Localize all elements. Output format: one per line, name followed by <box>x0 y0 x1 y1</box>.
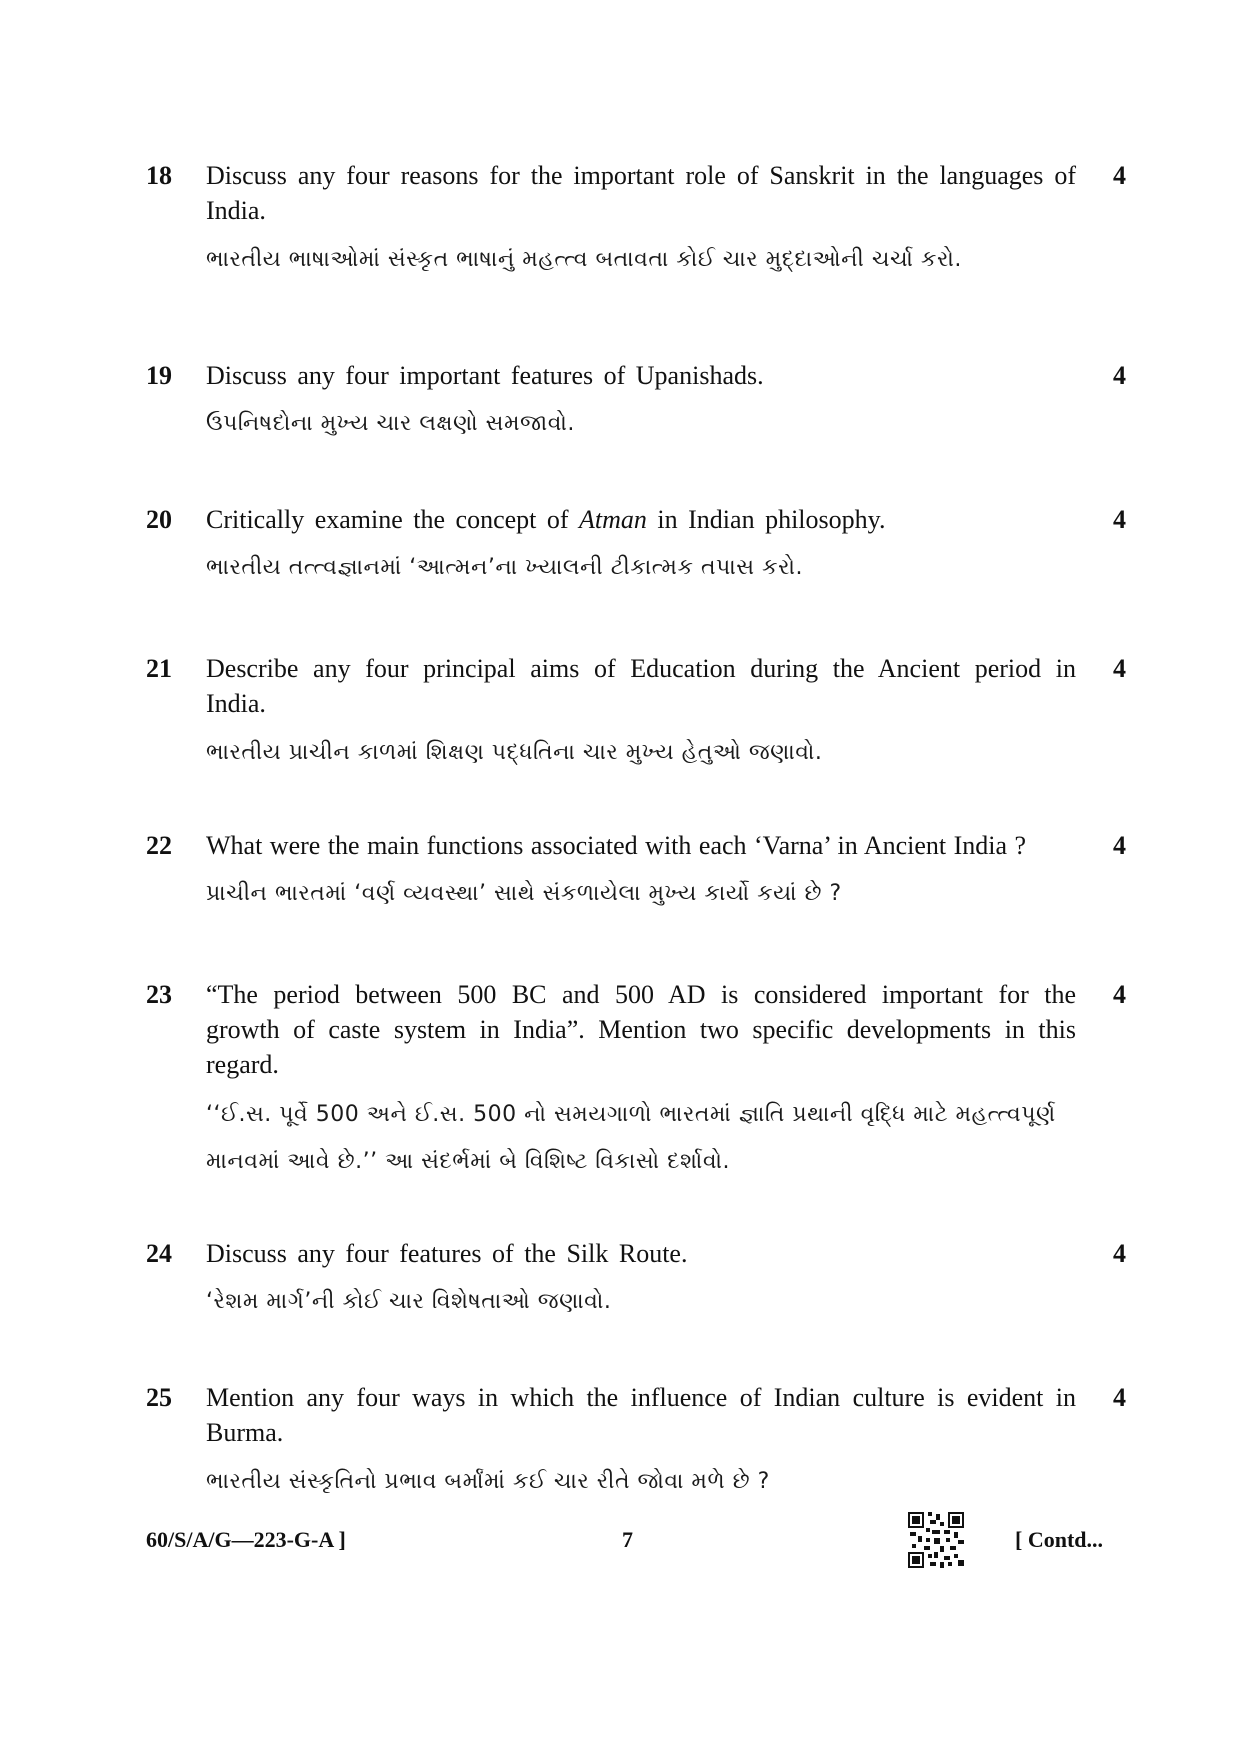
question-marks: 4 <box>1113 505 1126 534</box>
question-text-end: in Indian philosophy. <box>646 505 886 534</box>
question-text: Discuss any four important features of Upanishads. <box>206 361 764 390</box>
question-translation: ભારતીય તત્ત્વજ્ઞાનમાં ‘આત્મન’ના ખ્યાલની ટીકાત્મક તપાસ કરો. <box>206 555 803 580</box>
question-marks: 4 <box>1113 161 1126 190</box>
question-number: 25 <box>146 1383 172 1412</box>
question-translation: ભારતીય સંસ્કૃતિનો પ્રભાવ બર્માંમાં કઈ ચાર રીતે જોવા મળે છે ? <box>206 1469 770 1494</box>
continued-label: [ Contd... <box>1015 1527 1104 1552</box>
question-marks: 4 <box>1113 1239 1126 1268</box>
question-text: What were the main functions associated with each ‘Varna’ in Ancient India ? <box>206 831 1027 860</box>
question-number: 23 <box>146 980 172 1009</box>
question-text: Describe any four principal aims of Education during the Ancient period in India. <box>206 654 1076 718</box>
paper-code: 60/S/A/G—223-G-A ] <box>146 1527 346 1552</box>
question-translation: ભારતીય ભાષાઓમાં સંસ્કૃત ભાષાનું મહત્ત્વ બતાવતા કોઈ ચાર મુદ્દાઓની ચર્ચા કરો. <box>206 247 962 272</box>
question-text-italic: Atman <box>579 505 647 534</box>
question-translation: ‘‘ઈ.સ. પૂર્વે 500 અને ઈ.સ. 500 નો સમયગાળો ભારતમાં જ્ઞાતિ પ્રથાની વૃદ્ધિ માટે મહત્ત્વપૂર્ણ માનવમાં આવે છે.’’ આ સંદર્ભમાં બે વિશિષ્ટ વિકાસો દર્શાવો. <box>206 1102 1056 1174</box>
page-number: 7 <box>622 1527 633 1552</box>
qr-code-icon <box>908 1512 964 1568</box>
question-marks: 4 <box>1113 980 1126 1009</box>
question-text: Discuss any four reasons for the important role of Sanskrit in the languages of India. <box>206 161 1076 225</box>
question-number: 19 <box>146 361 172 390</box>
question-marks: 4 <box>1113 831 1126 860</box>
question-number: 24 <box>146 1239 172 1268</box>
question-number: 22 <box>146 831 172 860</box>
question-translation: ઉપનિષદોના મુખ્ય ચાર લક્ષણો સમજાવો. <box>206 411 575 436</box>
question-translation: પ્રાચીન ભારતમાં ‘વર્ણ વ્યવસ્થા’ સાથે સંકળાયેલા મુખ્ય કાર્યો કયાં છે ? <box>206 881 842 906</box>
question-text: Mention any four ways in which the influence of Indian culture is evident in Burma. <box>206 1383 1076 1447</box>
question-text <box>206 502 1076 537</box>
question-marks: 4 <box>1113 654 1126 683</box>
question-number: 21 <box>146 654 172 683</box>
question-translation: ભારતીય પ્રાચીન કાળમાં શિક્ષણ પદ્ધતિના ચાર મુખ્ય હેતુઓ જણાવો. <box>206 740 823 765</box>
question-translation: ‘રેશમ માર્ગ’ની કોઈ ચાર વિશેષતાઓ જણાવો. <box>206 1289 612 1314</box>
question-text: Discuss any four features of the Silk Route. <box>206 1239 688 1268</box>
question-number: 20 <box>146 505 172 534</box>
question-number: 18 <box>146 161 172 190</box>
question-text-start: Critically examine the concept of <box>206 505 580 534</box>
question-marks: 4 <box>1113 361 1126 390</box>
question-marks: 4 <box>1113 1383 1126 1412</box>
question-text: “The period between 500 BC and 500 AD is considered important for the growth of caste system in India”. Mention two specific developments in this regard. <box>206 980 1076 1079</box>
